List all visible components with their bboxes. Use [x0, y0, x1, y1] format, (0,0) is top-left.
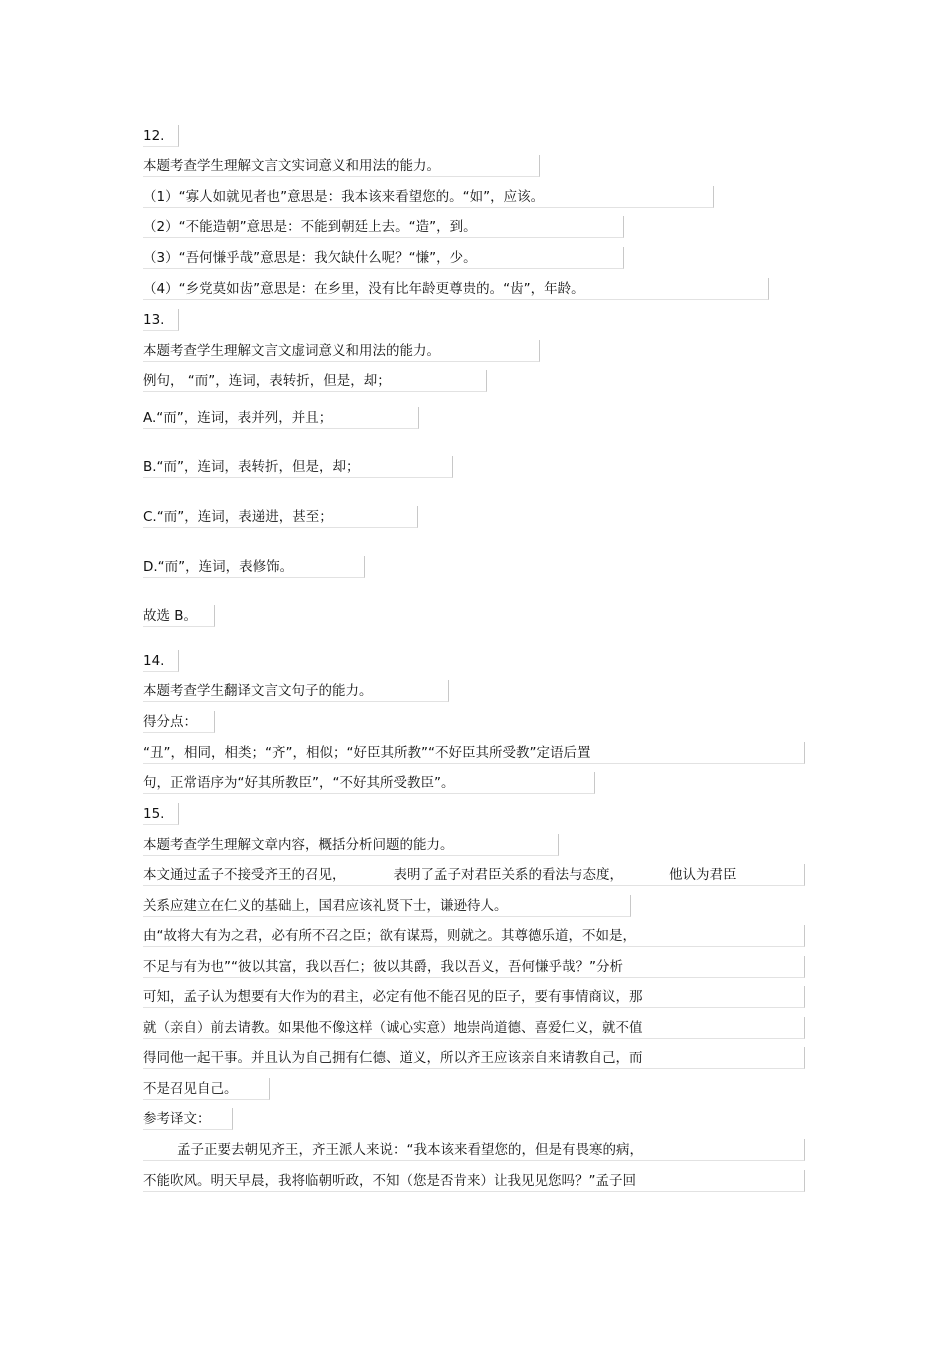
- q13-number: 13.: [143, 309, 179, 331]
- q15-translation-line-2: 不能吹风。明天早晨，我将临朝听政，不知（您是否肯来）让我见见您吗？”孟子回: [143, 1170, 805, 1192]
- q14-score-label: 得分点：: [143, 711, 215, 733]
- q13-intro: 本题考查学生理解文言文虚词意义和用法的能力。: [143, 340, 540, 362]
- q15-p1-part-b: 表明了孟子对君臣关系的看法与态度，: [393, 867, 623, 883]
- q15-paragraph-1-line-2: 关系应建立在仁义的基础上，国君应该礼贤下士，谦逊待人。: [143, 895, 631, 917]
- q15-paragraph-2-line-4: 就（亲自）前去请教。如果他不像这样（诚心实意）地崇尚道德、喜爱仁义，就不值: [143, 1017, 805, 1039]
- q15-translation-line-1: 孟子正要去朝见齐王，齐王派人来说：“我本该来看望您的，但是有畏寒的病，: [143, 1139, 805, 1161]
- q12-intro: 本题考查学生理解文言文实词意义和用法的能力。: [143, 155, 540, 177]
- q15-paragraph-2-line-2: 不足与有为也”“彼以其富，我以吾仁；彼以其爵，我以吾义，吾何慊乎哉？”分析: [143, 956, 805, 978]
- q15-p1-part-a: 本文通过孟子不接受齐王的召见，: [143, 867, 346, 883]
- q12-item-1: （1）“寡人如就见者也”意思是：我本该来看望您的。“如”，应该。: [143, 186, 714, 208]
- q15-number: 15.: [143, 803, 179, 825]
- q14-intro: 本题考查学生翻译文言文句子的能力。: [143, 680, 449, 702]
- q13-option-d: D.“而”，连词，表修饰。: [143, 556, 365, 578]
- q15-translation-label: 参考译文：: [143, 1108, 233, 1130]
- q12-number: 12.: [143, 125, 179, 147]
- q14-line-1: “丑”，相同，相类；“齐”，相似；“好臣其所教”“不好臣其所受教”定语后置: [143, 742, 805, 764]
- q12-item-2: （2）“不能造朝”意思是：不能到朝廷上去。“造”，到。: [143, 216, 624, 238]
- q15-paragraph-2-line-3: 可知，孟子认为想要有大作为的君主，必定有他不能召见的臣子，要有事情商议，那: [143, 986, 805, 1008]
- q14-line-2: 句，正常语序为“好其所教臣”，“不好其所受教臣”。: [143, 772, 595, 794]
- q14-number: 14.: [143, 650, 179, 672]
- q15-p1-part-c: 他认为君臣: [669, 867, 737, 883]
- q15-paragraph-2-line-6: 不是召见自己。: [143, 1078, 270, 1100]
- q12-item-3: （3）“吾何慊乎哉”意思是：我欠缺什么呢？“慊”，少。: [143, 247, 624, 269]
- q12-item-4: （4）“乡党莫如齿”意思是：在乡里，没有比年龄更尊贵的。“齿”，年龄。: [143, 278, 769, 300]
- q13-option-a: A.“而”，连词，表并列，并且；: [143, 407, 419, 429]
- q13-option-c: C.“而”，连词，表递进，甚至；: [143, 506, 418, 528]
- q13-answer: 故选 B。: [143, 605, 215, 627]
- q13-example: 例句， “而”，连词，表转折，但是，却；: [143, 370, 487, 392]
- q15-intro: 本题考查学生理解文章内容，概括分析问题的能力。: [143, 834, 559, 856]
- q15-paragraph-2-line-1: 由“故将大有为之君，必有所不召之臣；欲有谋焉，则就之。其尊德乐道，不如是，: [143, 925, 805, 947]
- q15-paragraph-2-line-5: 得同他一起干事。并且认为自己拥有仁德、道义，所以齐王应该亲自来请教自己，而: [143, 1047, 805, 1069]
- q15-paragraph-1-line-1: [143, 864, 805, 886]
- q13-option-b: B.“而”，连词，表转折，但是，却；: [143, 456, 453, 478]
